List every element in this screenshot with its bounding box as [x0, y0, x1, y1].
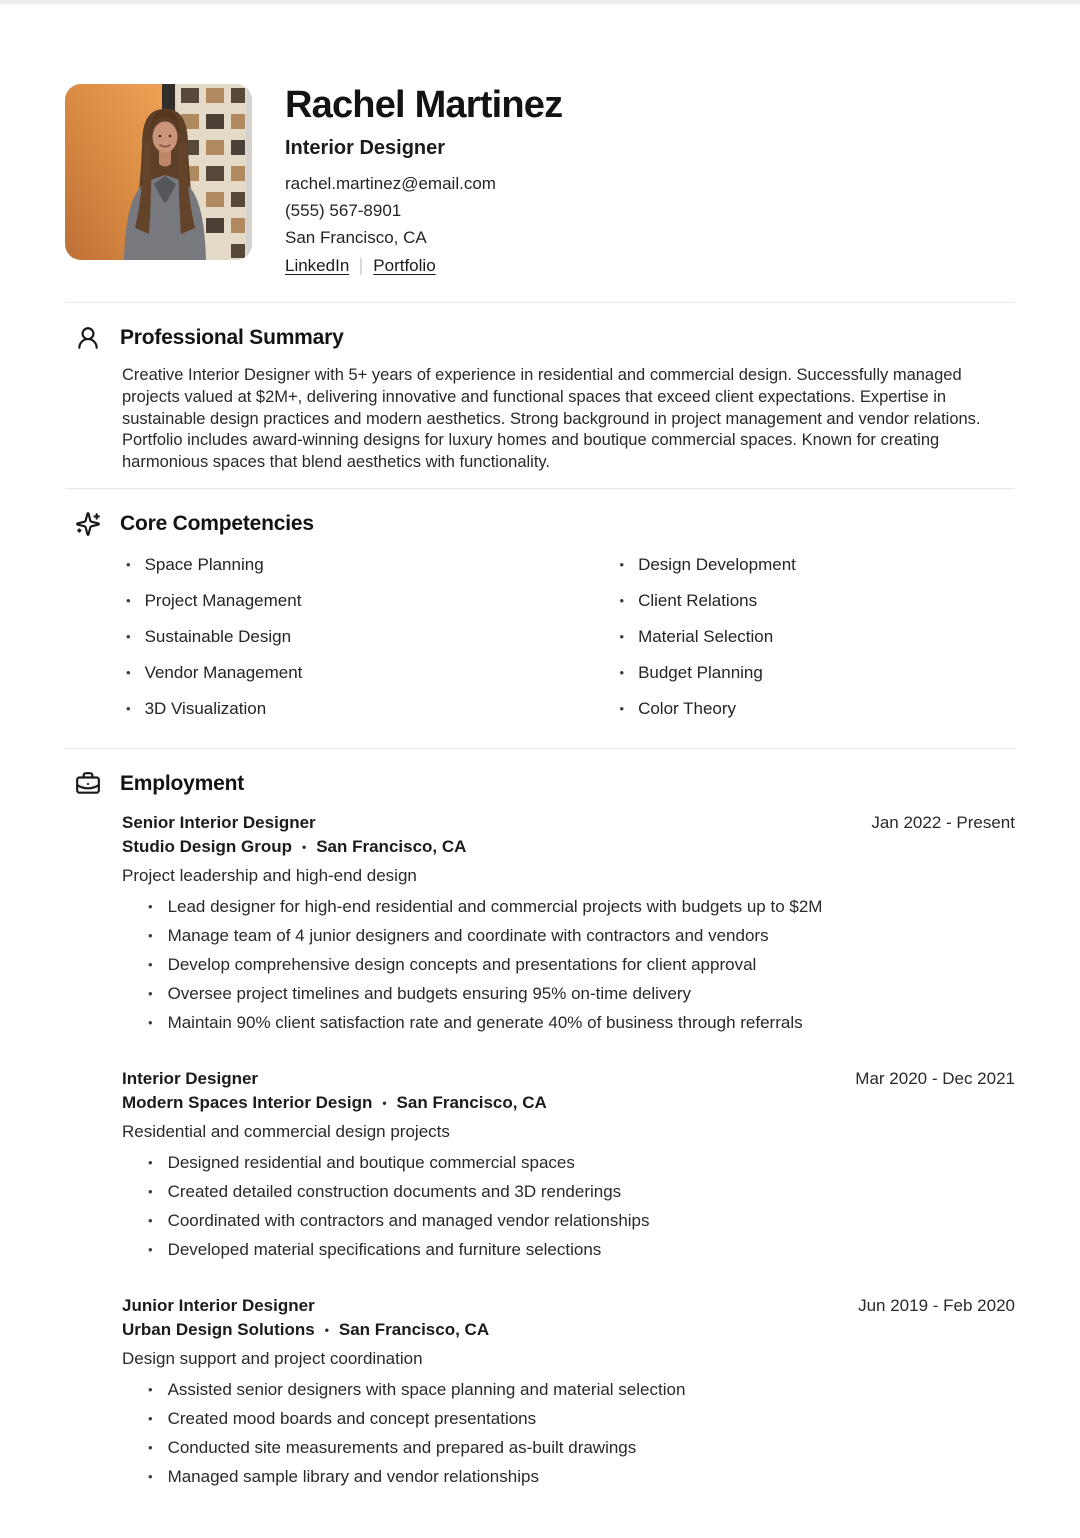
bullet-icon: • — [148, 1381, 153, 1397]
bullet-icon: • — [148, 1154, 153, 1170]
section-header — [65, 325, 1015, 351]
competency-item-text: Vendor Management — [144, 662, 303, 682]
section-employment — [65, 748, 1015, 1509]
bullet-icon: • — [619, 592, 625, 608]
bullet-icon: • — [148, 898, 153, 914]
contact-phone: (555) 567-8901 — [285, 201, 402, 220]
section-title: Core Competencies — [120, 511, 314, 535]
job-summary: Design support and project coordination — [122, 1348, 423, 1368]
summary-text: Creative Interior Designer with 5+ years of experience in residential and commercial design. Successfully managed projects valued at $2M+, delivering innovative and functional spaces that exceed client expectations. Expertise in sustainable design practices and modern aesthetics. Strong background in project management and vendor relations. Portfolio includes award-winning designs for luxury homes and boutique commercial spaces. Known for creating harmonious spaces that blend aesthetics with functionality. — [122, 366, 981, 472]
job-bullet-item-text: Develop comprehensive design concepts and presentations for client approval — [167, 954, 757, 974]
competencies-left-column — [122, 554, 546, 734]
job-bullet-list — [122, 1379, 1015, 1488]
job-bullet-item-text: Manage team of 4 junior designers and coordinate with contractors and vendors — [167, 925, 769, 945]
bullet-icon: • — [148, 1183, 153, 1199]
job-bullet-item — [122, 1012, 1015, 1034]
job-bullet-item-text: Oversee project timelines and budgets ensuring 95% on-time delivery — [167, 983, 692, 1003]
section-title: Employment — [120, 771, 245, 795]
bullet-icon: • — [148, 1212, 153, 1228]
job-bullet-item — [122, 983, 1015, 1005]
competency-item — [122, 662, 546, 684]
portfolio-link[interactable]: Portfolio — [373, 256, 436, 275]
briefcase-icon — [75, 771, 101, 797]
competency-item-text: 3D Visualization — [144, 698, 267, 718]
contact-email: rachel.martinez@email.com — [285, 174, 496, 193]
job-bullet-item-text: Created detailed construction documents and 3D renderings — [167, 1181, 622, 1201]
competency-item-text: Project Management — [144, 590, 302, 610]
competency-item — [122, 590, 546, 612]
profile-photo — [65, 84, 252, 260]
bullet-icon: • — [148, 1014, 153, 1030]
competency-item-text: Space Planning — [144, 554, 264, 574]
competency-item-text: Sustainable Design — [144, 626, 292, 646]
competency-item — [616, 662, 1016, 684]
bullet-icon: • — [126, 628, 131, 644]
section-core-competencies — [65, 488, 1015, 748]
job-title: Junior Interior Designer — [122, 1295, 315, 1315]
bullet-icon: • — [126, 592, 131, 608]
linkedin-link[interactable]: LinkedIn — [285, 256, 350, 275]
job-bullet-list — [122, 896, 1015, 1034]
dot-separator-icon: • — [302, 839, 307, 854]
contact-location: San Francisco, CA — [285, 228, 427, 247]
competency-item — [122, 698, 546, 720]
resume-header — [65, 4, 1015, 302]
job-company: Urban Design Solutions — [122, 1319, 315, 1339]
job-bullet-item — [122, 1181, 1015, 1203]
section-header — [65, 771, 1015, 797]
job-bullet-item-text: Coordinated with contractors and managed vendor relationships — [167, 1210, 650, 1230]
competencies-grid — [122, 554, 1015, 734]
job-company-row — [122, 1091, 1015, 1115]
competency-item — [616, 698, 1016, 720]
job-bullet-item-text: Assisted senior designers with space planning and material selection — [167, 1379, 686, 1399]
job-location: San Francisco, CA — [316, 836, 467, 856]
job-bullet-item — [122, 896, 1015, 918]
bullet-icon: • — [619, 556, 625, 572]
bullet-icon: • — [148, 1439, 153, 1455]
competency-item-text: Client Relations — [638, 590, 758, 610]
job-title: Senior Interior Designer — [122, 812, 316, 832]
section-professional-summary — [65, 302, 1015, 488]
job-company: Studio Design Group — [122, 836, 292, 856]
bullet-icon: • — [148, 927, 153, 943]
job-bullet-item-text: Maintain 90% client satisfaction rate and generate 40% of business through referrals — [167, 1012, 803, 1032]
competency-item-text: Material Selection — [638, 626, 774, 646]
sparkles-icon — [75, 511, 101, 537]
job-entry — [122, 1067, 1015, 1261]
user-icon — [75, 325, 101, 351]
bullet-icon: • — [148, 1468, 153, 1484]
competencies-right-column — [592, 554, 1016, 734]
job-dates: Mar 2020 - Dec 2021 — [855, 1068, 1015, 1088]
job-bullet-item-text: Designed residential and boutique commercial spaces — [167, 1152, 575, 1172]
job-bullet-list — [122, 1152, 1015, 1261]
job-company: Modern Spaces Interior Design — [122, 1092, 373, 1112]
identity-block — [285, 84, 562, 278]
competency-item — [616, 554, 1016, 576]
job-company-row — [122, 1318, 1015, 1342]
job-bullet-item-text: Created mood boards and concept presentations — [167, 1408, 537, 1428]
bullet-icon: • — [619, 664, 625, 680]
job-bullet-item-text: Developed material specifications and furniture selections — [167, 1239, 602, 1259]
person-name: Rachel Martinez — [285, 84, 563, 126]
bullet-icon: • — [148, 1410, 153, 1426]
job-bullet-item-text: Lead designer for high-end residential and commercial projects with budgets up to $2M — [167, 896, 823, 916]
competency-item — [616, 626, 1016, 648]
bullet-icon: • — [148, 985, 153, 1001]
dot-separator-icon: • — [382, 1095, 387, 1110]
job-bullet-item — [122, 1408, 1015, 1430]
job-dates: Jun 2019 - Feb 2020 — [858, 1295, 1015, 1315]
section-title: Professional Summary — [120, 326, 344, 349]
job-entry — [122, 1294, 1015, 1488]
job-bullet-item — [122, 954, 1015, 976]
job-bullet-item — [122, 1210, 1015, 1232]
job-bullet-item — [122, 1379, 1015, 1401]
job-company-row — [122, 835, 1015, 859]
job-bullet-item-text: Managed sample library and vendor relationships — [167, 1466, 539, 1486]
job-location: San Francisco, CA — [396, 1092, 547, 1112]
bullet-icon: • — [126, 664, 131, 680]
competency-item-text: Budget Planning — [638, 662, 763, 682]
job-summary: Residential and commercial design projects — [122, 1121, 450, 1141]
competency-item — [616, 590, 1016, 612]
job-bullet-item — [122, 925, 1015, 947]
competency-item-text: Color Theory — [638, 698, 737, 718]
competency-item-text: Design Development — [638, 554, 796, 574]
competency-item — [122, 554, 546, 576]
bullet-icon: • — [619, 628, 625, 644]
competency-item — [122, 626, 546, 648]
job-bullet-item — [122, 1239, 1015, 1261]
job-title: Interior Designer — [122, 1068, 259, 1088]
bullet-icon: • — [126, 556, 131, 572]
bullet-icon: • — [619, 700, 625, 716]
job-bullet-item — [122, 1466, 1015, 1488]
bullet-icon: • — [126, 700, 131, 716]
job-location: San Francisco, CA — [338, 1319, 490, 1339]
links-row — [285, 254, 562, 278]
job-bullet-item-text: Conducted site measurements and prepared as-built drawings — [167, 1437, 637, 1457]
person-title: Interior Designer — [285, 137, 446, 159]
dot-separator-icon: • — [324, 1322, 329, 1337]
link-separator — [360, 258, 362, 275]
bullet-icon: • — [148, 1241, 153, 1257]
section-header — [65, 511, 1015, 537]
bullet-icon: • — [148, 956, 153, 972]
job-dates: Jan 2022 - Present — [871, 812, 1015, 832]
job-bullet-item — [122, 1152, 1015, 1174]
job-bullet-item — [122, 1437, 1015, 1459]
job-entry — [122, 811, 1015, 1034]
job-summary: Project leadership and high-end design — [122, 865, 417, 885]
